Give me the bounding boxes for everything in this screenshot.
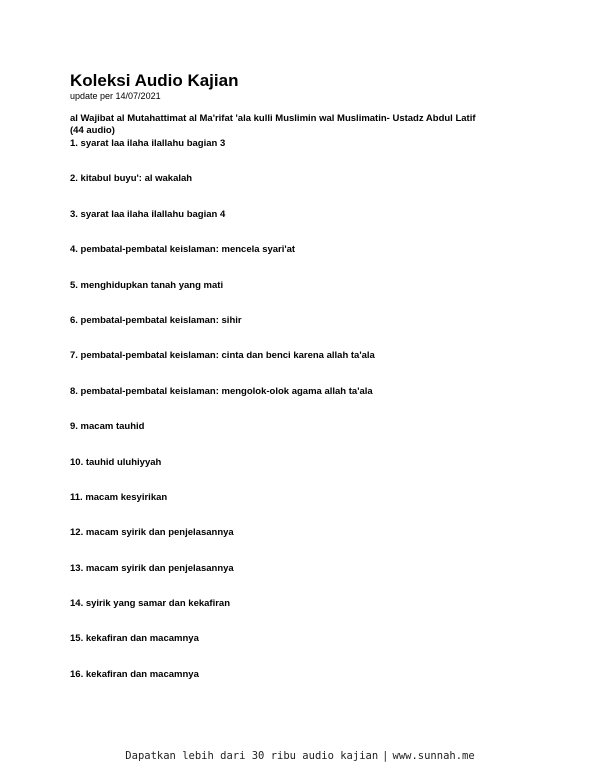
list-item[interactable]: 1. syarat laa ilaha ilallahu bagian 3: [70, 138, 226, 149]
footer-site-link[interactable]: www.sunnah.me: [392, 750, 475, 762]
list-item[interactable]: 16. kekafiran dan macamnya: [70, 668, 199, 680]
footer-separator: |: [382, 750, 389, 762]
page-title: Koleksi Audio Kajian: [70, 71, 239, 90]
list-item[interactable]: 10. tauhid uluhiyyah: [70, 456, 162, 468]
list-item[interactable]: 5. menghidupkan tanah yang mati: [70, 279, 224, 291]
list-item[interactable]: 14. syirik yang samar dan kekafiran: [70, 598, 231, 610]
list-item[interactable]: 13. macam syirik dan penjelasannya: [70, 562, 234, 574]
audio-list: [70, 138, 530, 704]
list-item[interactable]: 2. kitabul buyu': al wakalah: [70, 173, 193, 185]
list-item[interactable]: 12. macam syirik dan penjelasannya: [70, 527, 234, 539]
series-title: al Wajibat al Mutahattimat al Ma'rifat 'ala kulli Muslimin wal Muslimatin- Ustadz Abdul Latif: [70, 113, 476, 124]
list-item[interactable]: 7. pembatal-pembatal keislaman: cinta dan benci karena allah ta'ala: [70, 350, 375, 362]
list-item[interactable]: 6. pembatal-pembatal keislaman: sihir: [70, 314, 242, 326]
list-item[interactable]: 8. pembatal-pembatal keislaman: mengolok-olok agama allah ta'ala: [70, 385, 373, 397]
footer: [0, 750, 600, 762]
footer-text: Dapatkan lebih dari 30 ribu audio kajian: [125, 750, 379, 762]
list-item[interactable]: 15. kekafiran dan macamnya: [70, 633, 199, 645]
list-item[interactable]: 11. macam kesyirikan: [70, 491, 168, 503]
list-item[interactable]: 9. macam tauhid: [70, 421, 145, 433]
series-heading: [70, 113, 530, 137]
list-item[interactable]: 3. syarat laa ilaha ilallahu bagian 4: [70, 208, 226, 220]
update-date: update per 14/07/2021: [70, 91, 161, 101]
list-item[interactable]: 4. pembatal-pembatal keislaman: mencela syari'at: [70, 244, 296, 256]
series-count: (44 audio): [70, 125, 115, 136]
